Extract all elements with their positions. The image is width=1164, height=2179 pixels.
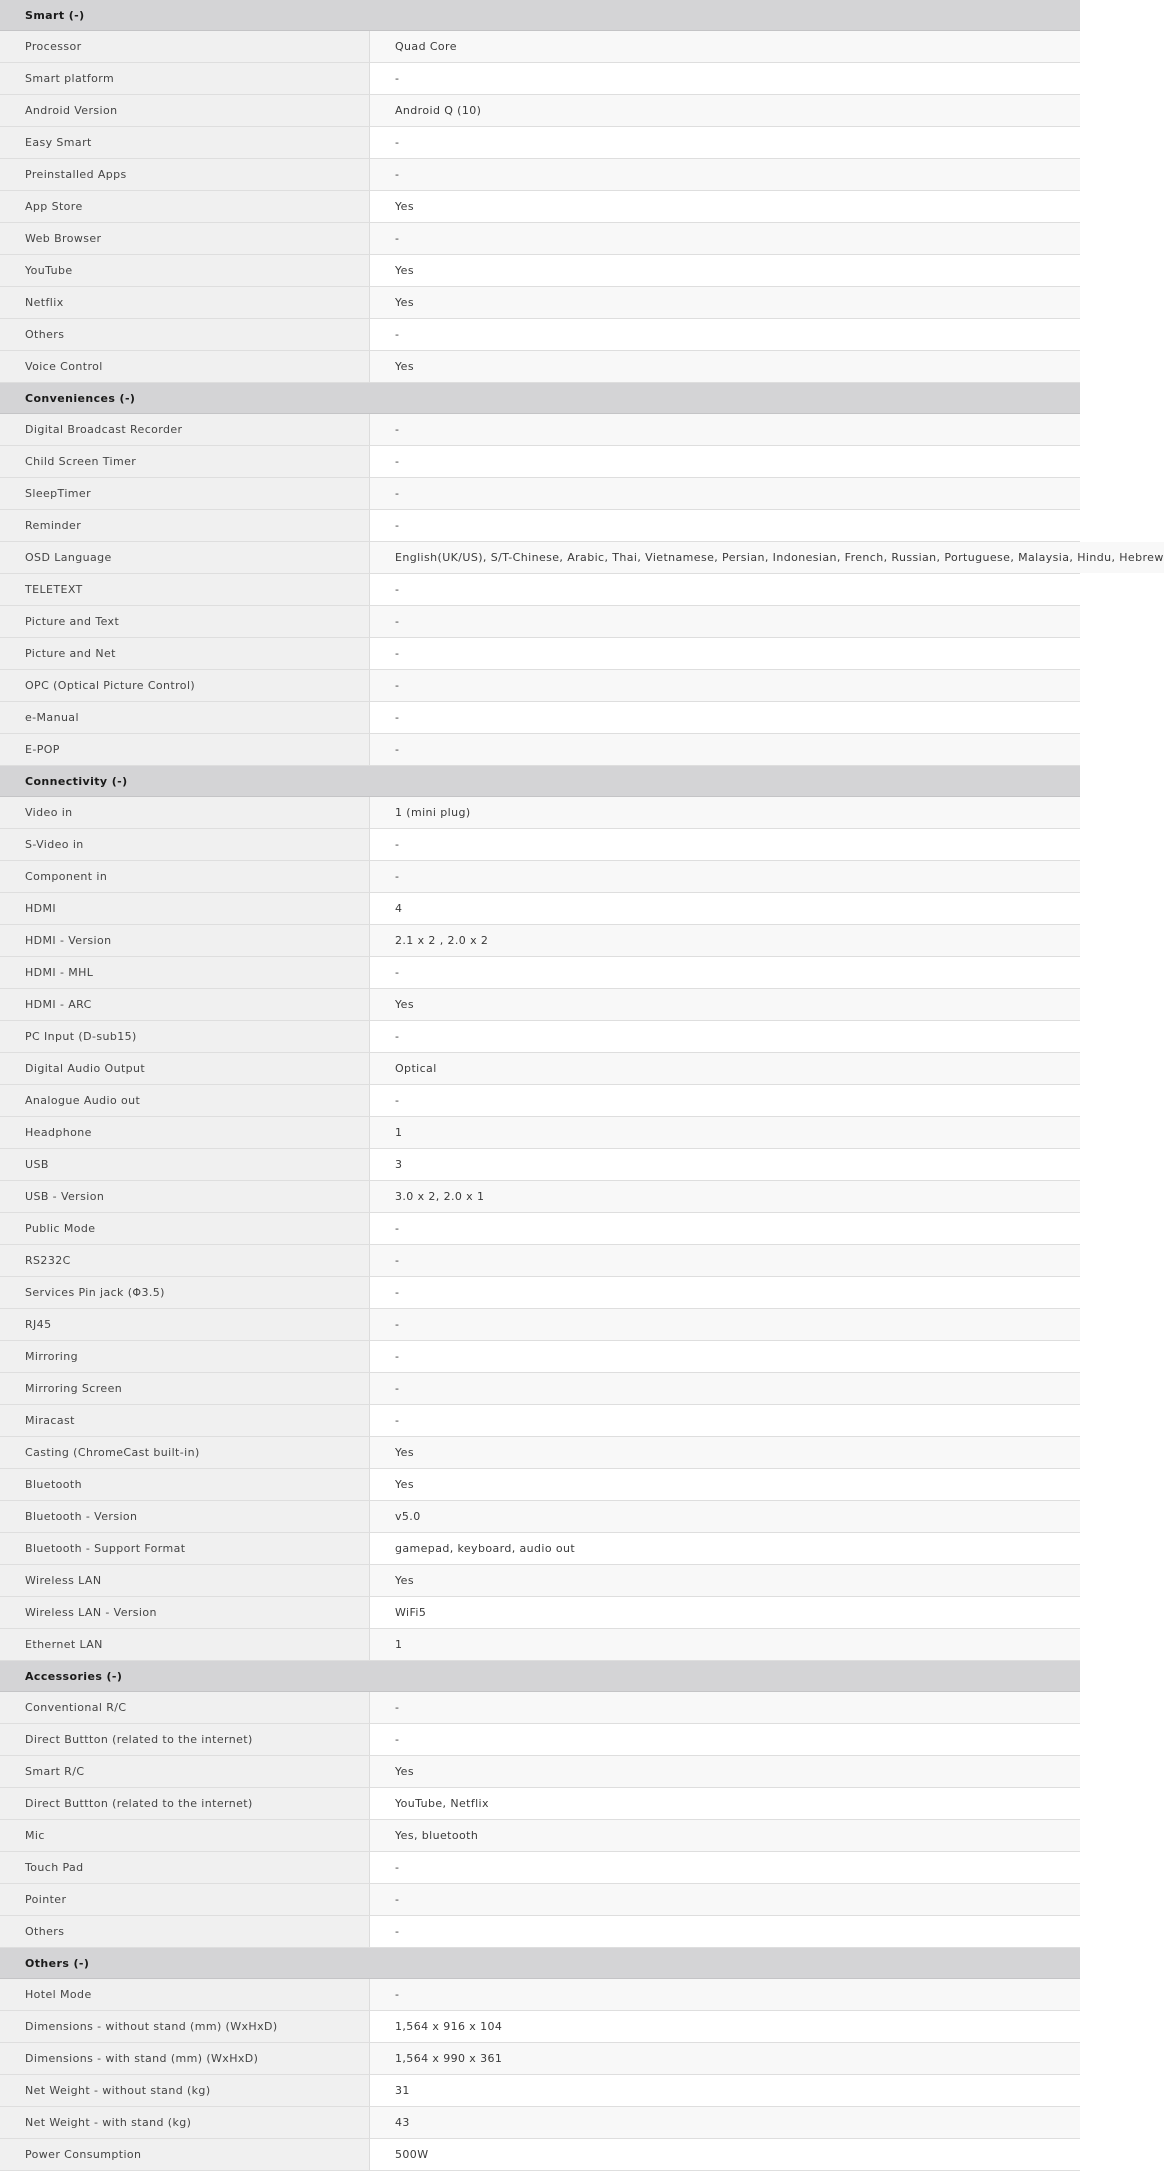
spec-label: Conventional R/C — [0, 1692, 370, 1723]
spec-value: 43 — [370, 2107, 1080, 2138]
spec-label: Miracast — [0, 1405, 370, 1436]
spec-row — [0, 1117, 1080, 1149]
spec-label: Services Pin jack (Φ3.5) — [0, 1277, 370, 1308]
spec-row — [0, 255, 1080, 287]
spec-row — [0, 1085, 1080, 1117]
spec-value: - — [370, 319, 1080, 350]
spec-value: Yes — [370, 255, 1080, 286]
spec-label: Hotel Mode — [0, 1979, 370, 2010]
spec-row — [0, 1277, 1080, 1309]
spec-row — [0, 1405, 1080, 1437]
spec-row — [0, 1533, 1080, 1565]
spec-value: - — [370, 1916, 1080, 1947]
spec-row — [0, 478, 1080, 510]
spec-row — [0, 351, 1080, 383]
spec-label: HDMI - ARC — [0, 989, 370, 1020]
spec-row — [0, 893, 1080, 925]
spec-row — [0, 1501, 1080, 1533]
spec-row — [0, 2139, 1080, 2171]
spec-row — [0, 63, 1080, 95]
spec-label: USB - Version — [0, 1181, 370, 1212]
spec-label: Dimensions - without stand (mm) (WxHxD) — [0, 2011, 370, 2042]
spec-row — [0, 1149, 1080, 1181]
spec-row — [0, 574, 1080, 606]
spec-row — [0, 1756, 1080, 1788]
spec-value: 2.1 x 2 , 2.0 x 2 — [370, 925, 1080, 956]
spec-label: Mirroring Screen — [0, 1373, 370, 1404]
spec-row — [0, 287, 1080, 319]
spec-label: Power Consumption — [0, 2139, 370, 2170]
spec-row — [0, 95, 1080, 127]
spec-value: 3 — [370, 1149, 1080, 1180]
spec-row — [0, 606, 1080, 638]
spec-label: Bluetooth - Version — [0, 1501, 370, 1532]
spec-value: - — [370, 1021, 1080, 1052]
spec-value: v5.0 — [370, 1501, 1080, 1532]
spec-row — [0, 1979, 1080, 2011]
spec-row — [0, 670, 1080, 702]
section-header[interactable] — [0, 0, 1080, 31]
spec-value: - — [370, 1373, 1080, 1404]
spec-value: - — [370, 861, 1080, 892]
spec-row — [0, 1373, 1080, 1405]
spec-label: OPC (Optical Picture Control) — [0, 670, 370, 701]
section-header[interactable] — [0, 383, 1080, 414]
spec-label: USB — [0, 1149, 370, 1180]
spec-row — [0, 1181, 1080, 1213]
section-header[interactable] — [0, 1661, 1080, 1692]
spec-row — [0, 1437, 1080, 1469]
spec-label: Bluetooth — [0, 1469, 370, 1500]
spec-row — [0, 957, 1080, 989]
spec-value: - — [370, 1341, 1080, 1372]
spec-label: Picture and Text — [0, 606, 370, 637]
spec-label: Public Mode — [0, 1213, 370, 1244]
spec-row — [0, 1245, 1080, 1277]
spec-value: - — [370, 638, 1080, 669]
spec-label: Easy Smart — [0, 127, 370, 158]
spec-label: E-POP — [0, 734, 370, 765]
spec-row — [0, 31, 1080, 63]
spec-value: - — [370, 1309, 1080, 1340]
section-header[interactable] — [0, 766, 1080, 797]
spec-label: Digital Broadcast Recorder — [0, 414, 370, 445]
spec-label: S-Video in — [0, 829, 370, 860]
spec-value: - — [370, 606, 1080, 637]
spec-value: gamepad, keyboard, audio out — [370, 1533, 1080, 1564]
spec-label: Mirroring — [0, 1341, 370, 1372]
spec-row — [0, 1852, 1080, 1884]
spec-row — [0, 319, 1080, 351]
spec-row — [0, 797, 1080, 829]
spec-value: Optical — [370, 1053, 1080, 1084]
spec-row — [0, 127, 1080, 159]
spec-label: OSD Language — [0, 542, 370, 573]
spec-label: Touch Pad — [0, 1852, 370, 1883]
spec-label: Component in — [0, 861, 370, 892]
spec-label: Smart platform — [0, 63, 370, 94]
spec-row — [0, 159, 1080, 191]
spec-label: Child Screen Timer — [0, 446, 370, 477]
spec-row — [0, 191, 1080, 223]
spec-label: Smart R/C — [0, 1756, 370, 1787]
spec-label: PC Input (D-sub15) — [0, 1021, 370, 1052]
spec-label: Casting (ChromeCast built-in) — [0, 1437, 370, 1468]
spec-row — [0, 414, 1080, 446]
spec-row — [0, 1916, 1080, 1948]
spec-label: Pointer — [0, 1884, 370, 1915]
spec-value: - — [370, 414, 1080, 445]
spec-value: Yes — [370, 1437, 1080, 1468]
spec-label: Headphone — [0, 1117, 370, 1148]
spec-label: Wireless LAN - Version — [0, 1597, 370, 1628]
section-title: Conveniences (-) — [25, 391, 136, 405]
spec-label: Net Weight - without stand (kg) — [0, 2075, 370, 2106]
spec-value: 1,564 x 990 x 361 — [370, 2043, 1080, 2074]
spec-row — [0, 446, 1080, 478]
spec-value: - — [370, 1277, 1080, 1308]
spec-value: 4 — [370, 893, 1080, 924]
spec-label: Ethernet LAN — [0, 1629, 370, 1660]
spec-value: - — [370, 1852, 1080, 1883]
spec-value: Quad Core — [370, 31, 1080, 62]
spec-label: Netflix — [0, 287, 370, 318]
spec-label: Picture and Net — [0, 638, 370, 669]
spec-label: Video in — [0, 797, 370, 828]
spec-label: Android Version — [0, 95, 370, 126]
section-title: Accessories (-) — [25, 1669, 123, 1683]
spec-row — [0, 1884, 1080, 1916]
section-title: Others (-) — [25, 1956, 90, 1970]
spec-value: - — [370, 734, 1080, 765]
spec-value: - — [370, 223, 1080, 254]
spec-row — [0, 1724, 1080, 1756]
spec-label: App Store — [0, 191, 370, 222]
spec-value: - — [370, 510, 1080, 541]
spec-row — [0, 2043, 1080, 2075]
spec-label: HDMI - MHL — [0, 957, 370, 988]
spec-value: Yes — [370, 1756, 1080, 1787]
spec-row — [0, 1213, 1080, 1245]
spec-row — [0, 925, 1080, 957]
section-header[interactable] — [0, 1948, 1080, 1979]
spec-value: - — [370, 446, 1080, 477]
spec-label: Web Browser — [0, 223, 370, 254]
spec-label: Processor — [0, 31, 370, 62]
spec-row — [0, 542, 1164, 574]
spec-row — [0, 989, 1080, 1021]
spec-label: YouTube — [0, 255, 370, 286]
spec-value: English(UK/US), S/T-Chinese, Arabic, Thai, Vietnamese, Persian, Indonesian, French, Russian, Portuguese, Malaysia, Hindu, Hebrew — [370, 542, 1164, 573]
spec-row — [0, 1565, 1080, 1597]
spec-value: Android Q (10) — [370, 95, 1080, 126]
spec-value: - — [370, 670, 1080, 701]
spec-value: Yes — [370, 1565, 1080, 1596]
spec-value: Yes, bluetooth — [370, 1820, 1080, 1851]
spec-value: - — [370, 63, 1080, 94]
spec-label: Mic — [0, 1820, 370, 1851]
spec-label: SleepTimer — [0, 478, 370, 509]
spec-row — [0, 1021, 1080, 1053]
spec-row — [0, 1629, 1080, 1661]
spec-value: - — [370, 1085, 1080, 1116]
spec-row — [0, 1309, 1080, 1341]
spec-label: TELETEXT — [0, 574, 370, 605]
spec-label: Preinstalled Apps — [0, 159, 370, 190]
spec-row — [0, 638, 1080, 670]
spec-row — [0, 1341, 1080, 1373]
spec-label: Dimensions - with stand (mm) (WxHxD) — [0, 2043, 370, 2074]
spec-value: - — [370, 1405, 1080, 1436]
spec-row — [0, 1053, 1080, 1085]
spec-value: - — [370, 829, 1080, 860]
spec-row — [0, 2075, 1080, 2107]
spec-value: - — [370, 1692, 1080, 1723]
spec-value: 500W — [370, 2139, 1080, 2170]
spec-label: Voice Control — [0, 351, 370, 382]
spec-value: - — [370, 159, 1080, 190]
spec-value: Yes — [370, 1469, 1080, 1500]
spec-row — [0, 1788, 1080, 1820]
spec-label: Digital Audio Output — [0, 1053, 370, 1084]
spec-value: - — [370, 1724, 1080, 1755]
spec-label: e-Manual — [0, 702, 370, 733]
section-title: Connectivity (-) — [25, 774, 128, 788]
spec-label: Bluetooth - Support Format — [0, 1533, 370, 1564]
spec-label: Others — [0, 1916, 370, 1947]
spec-value: 3.0 x 2, 2.0 x 1 — [370, 1181, 1080, 1212]
spec-value: YouTube, Netflix — [370, 1788, 1080, 1819]
spec-value: - — [370, 702, 1080, 733]
spec-value: 1 — [370, 1117, 1080, 1148]
spec-value: - — [370, 1245, 1080, 1276]
spec-row — [0, 2107, 1080, 2139]
spec-value: WiFi5 — [370, 1597, 1080, 1628]
spec-value: Yes — [370, 191, 1080, 222]
spec-row — [0, 1469, 1080, 1501]
spec-row — [0, 2011, 1080, 2043]
spec-value: Yes — [370, 287, 1080, 318]
spec-value: - — [370, 1884, 1080, 1915]
spec-value: 1,564 x 916 x 104 — [370, 2011, 1080, 2042]
spec-label: Reminder — [0, 510, 370, 541]
spec-row — [0, 861, 1080, 893]
spec-label: Analogue Audio out — [0, 1085, 370, 1116]
spec-value: - — [370, 957, 1080, 988]
spec-label: HDMI — [0, 893, 370, 924]
spec-label: Others — [0, 319, 370, 350]
spec-row — [0, 734, 1080, 766]
spec-value: Yes — [370, 351, 1080, 382]
spec-row — [0, 1597, 1080, 1629]
spec-value: 1 (mini plug) — [370, 797, 1080, 828]
section-title: Smart (-) — [25, 8, 85, 22]
spec-value: Yes — [370, 989, 1080, 1020]
spec-label: Wireless LAN — [0, 1565, 370, 1596]
spec-value: - — [370, 1213, 1080, 1244]
spec-row — [0, 510, 1080, 542]
spec-row — [0, 223, 1080, 255]
spec-label: RS232C — [0, 1245, 370, 1276]
spec-value: - — [370, 574, 1080, 605]
spec-row — [0, 702, 1080, 734]
spec-row — [0, 1692, 1080, 1724]
spec-value: - — [370, 127, 1080, 158]
spec-value: - — [370, 1979, 1080, 2010]
spec-row — [0, 1820, 1080, 1852]
spec-label: RJ45 — [0, 1309, 370, 1340]
spec-row — [0, 829, 1080, 861]
spec-value: - — [370, 478, 1080, 509]
spec-value: 31 — [370, 2075, 1080, 2106]
spec-label: HDMI - Version — [0, 925, 370, 956]
spec-label: Direct Buttton (related to the internet) — [0, 1788, 370, 1819]
spec-label: Net Weight - with stand (kg) — [0, 2107, 370, 2138]
spec-label: Direct Buttton (related to the internet) — [0, 1724, 370, 1755]
spec-value: 1 — [370, 1629, 1080, 1660]
